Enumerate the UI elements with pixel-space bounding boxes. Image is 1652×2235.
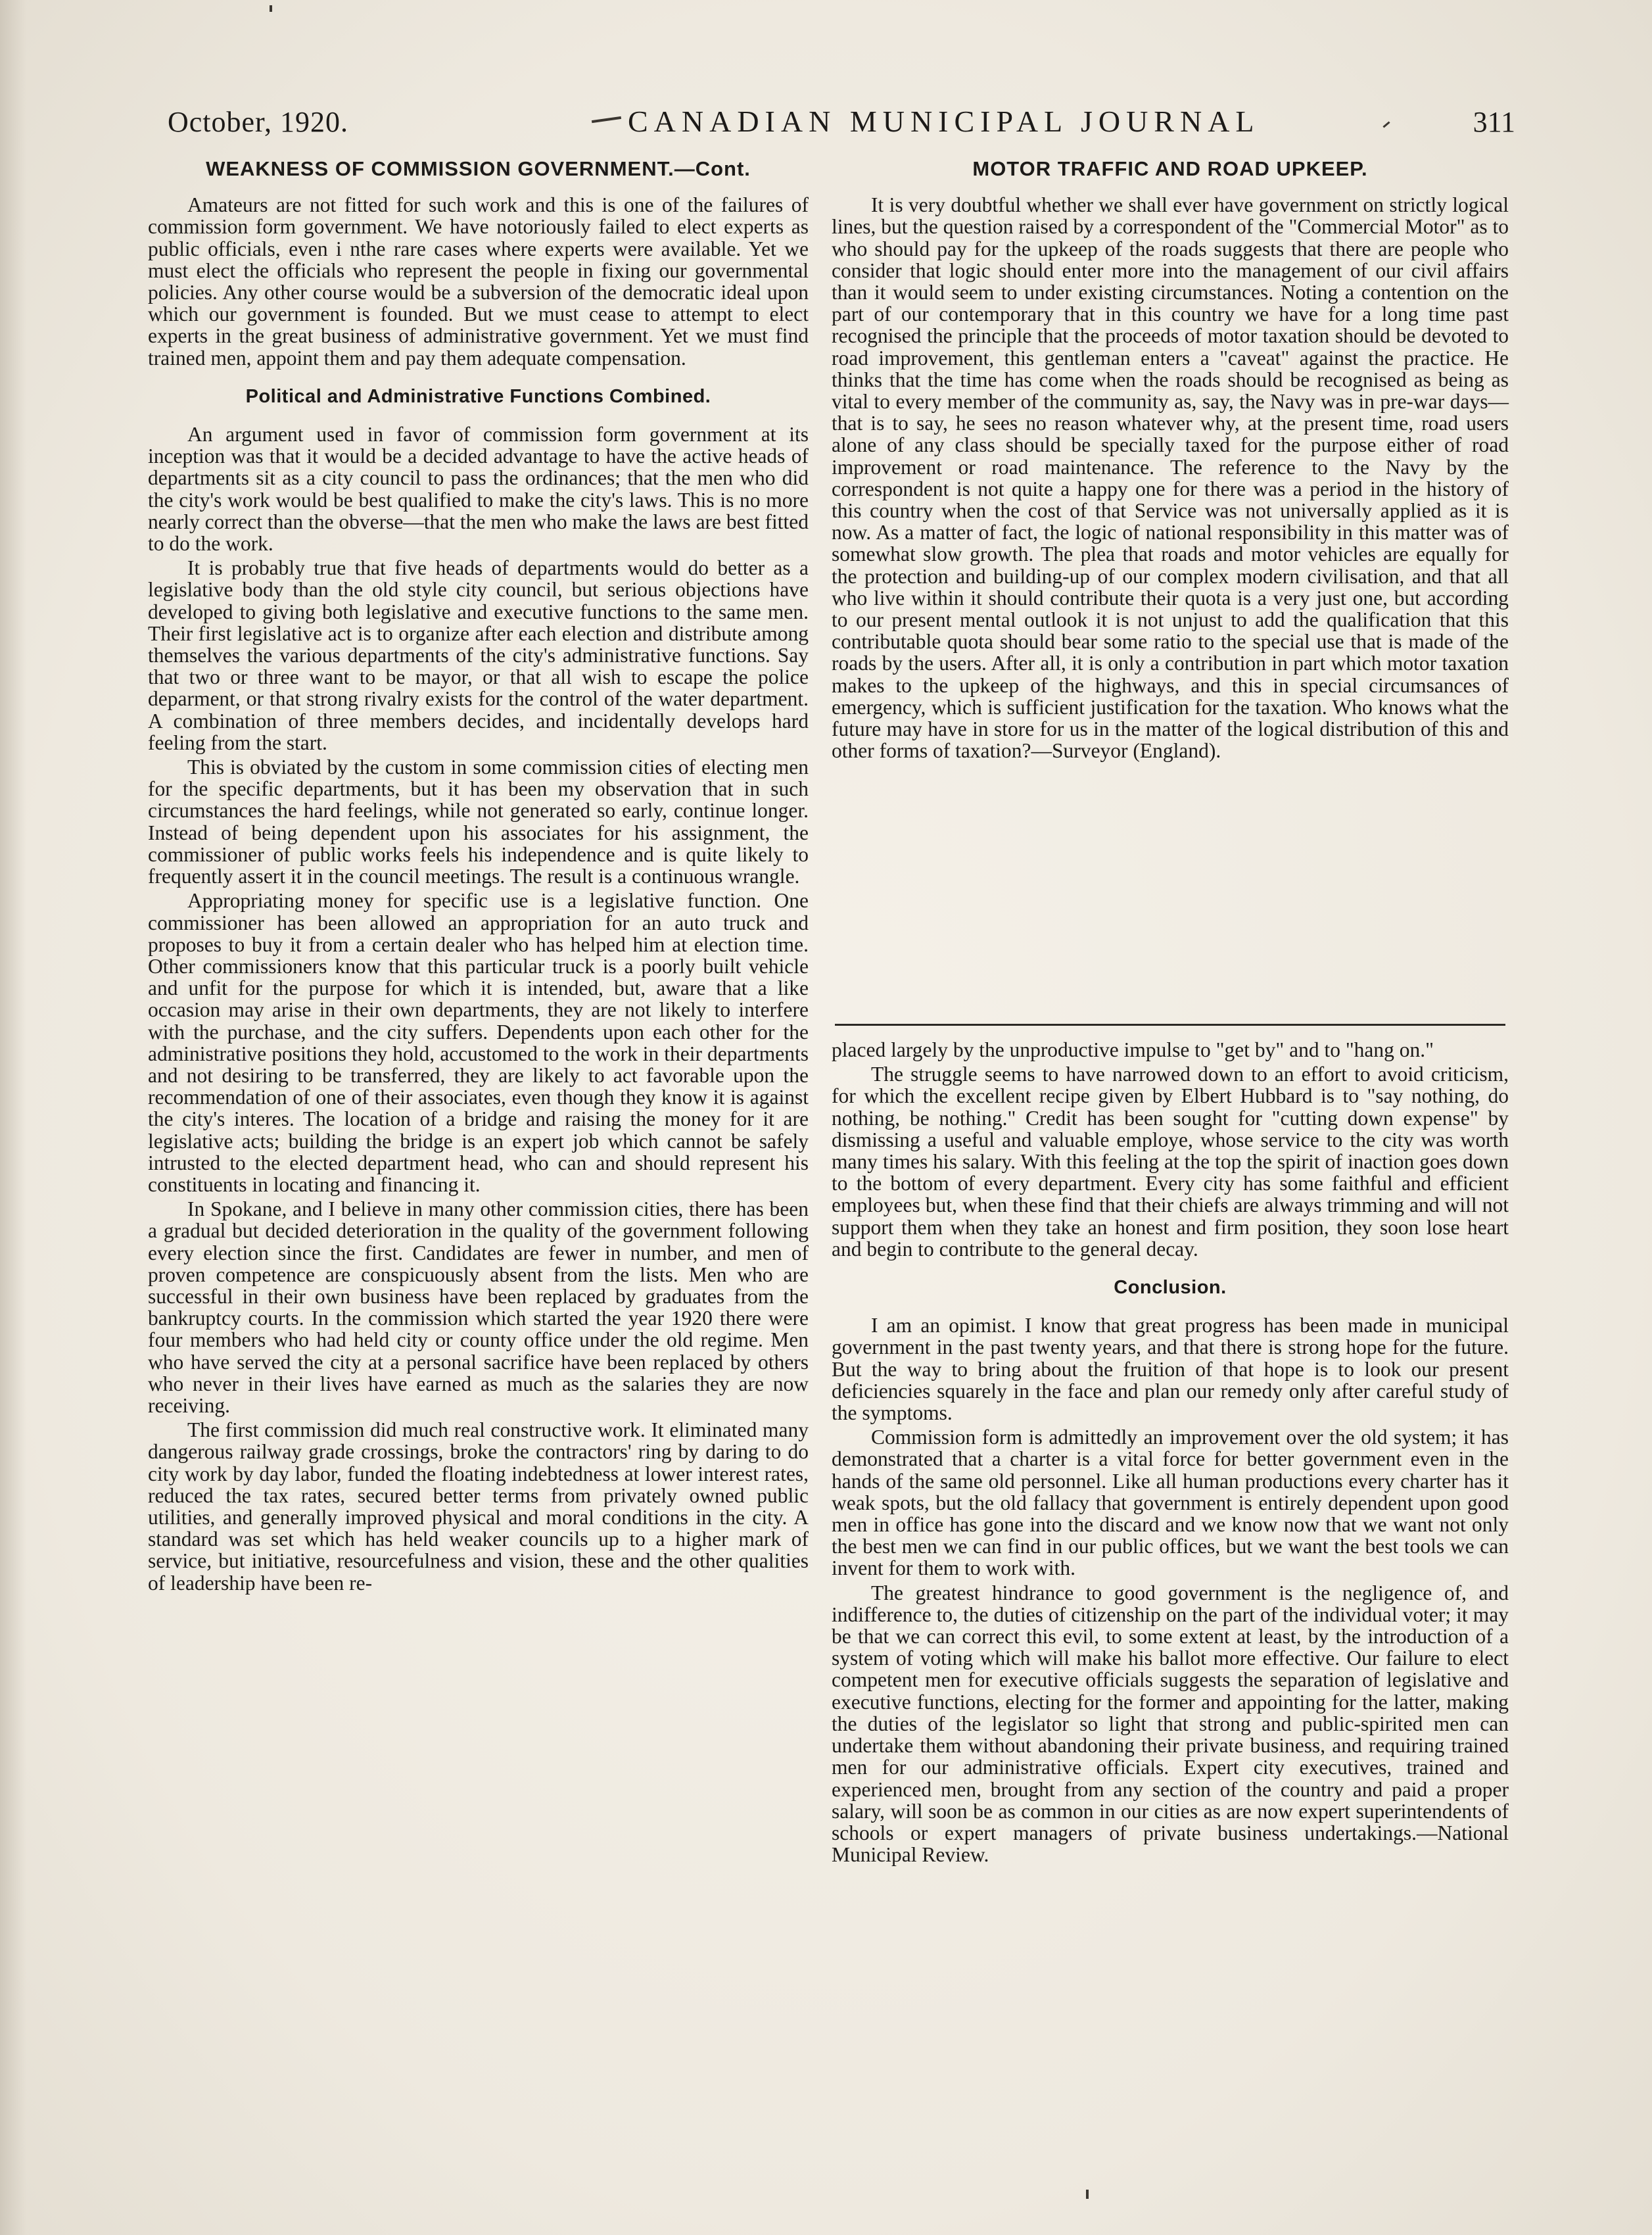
paragraph: Commission form is admittedly an improvement over the old system; it has demonstrated that a charter is a vital force for better government even in the hands of the same old personnel. Like all human productions every charter has it weak spots, but the old fallacy that government is entirely dependent upon good men in office has gone into the discard and we know now that we want not only the best men we can find in our public offices, but we want the best tools we can invent for them to work with. — [832, 1426, 1509, 1580]
section-subheading-conclusion: Conclusion. — [1114, 1277, 1227, 1299]
paragraph: I am an opimist. I know that great progress has been made in municipal government in the past twenty years, and that there is strong hope for the future. But the way to bring about the fruition of that hope is to look our present deficiencies squarely in the face and plan our remedy only after careful study of the symptoms. — [832, 1314, 1509, 1425]
section-subheading-political: Political and Administrative Functions Combined. — [245, 385, 711, 407]
paragraph: It is probably true that five heads of departments would do better as a legislative body than the old style city council, but serious objections have developed to giving both legislative and executive functions to the same men. Their first legislative act is to organize after each election and distribute among themselves the various departments of the city's administrative functions. Say that two or three want to be mayor, or that all wish to escape the police deparment, or that strong rivalry exists for the control of the water department. A combination of three members decides, and incidentally develops hard feeling from the start. — [148, 556, 809, 754]
paragraph: This is obviated by the custom in some commission cities of electing men for the specific departments, but it has been my observation that in such circumstances the hard feelings, while not generated so early, continue longer. Instead of being dependent upon his associates for his assignment, the commissioner of public works feels his independence and is quite likely to frequently assert it in the council meetings. The result is a continuous wrangle. — [148, 756, 809, 888]
paragraph: The struggle seems to have narrowed down to an effort to avoid criticism, for which the excellent recipe given by Elbert Hubbard is to "say nothing, do nothing, be nothing." Credit has been sought for "cutting down expense" by dismissing a useful and valuable employe, whose service to the city was worth many times his salary. With this feeling at the top the spirit of inaction goes down to the bottom of every department. Every city has some faithful and efficient employees but, when these find that their chiefs are always trimming and will not support them when they take an honest and firm position, they soon lose heart and begin to contribute to the general decay. — [832, 1063, 1509, 1261]
issue-date: October, 1920. — [168, 106, 348, 138]
paragraph: An argument used in favor of commission form government at its inception was that it would be a decided advantage to have the active heads of departments sit as a city council to pass the ordinances; that the men who did the city's work would be best qualified to make the city's laws. This is no more nearly correct than the obverse—that the men who make the laws are best fitted to do the work. — [148, 423, 809, 556]
left-column — [148, 158, 809, 1597]
print-mark — [270, 5, 272, 12]
paragraph: In Spokane, and I believe in many other commission cities, there has been a gradual but decided deterioration in the quality of the government following every election since the first. Candidates are fewer in number, and men of proven competence are conspicuously absent from the lists. Men who are successful in their own business have been replaced by graduates from the bankruptcy courts. In the commission which started the year 1920 there were four members who had held city or county office under the old regime. Men who have served the city at a personal sacrifice have been replaced by others who never in their lives have earned as much as the salaries they are now receiving. — [148, 1197, 809, 1417]
article-heading-motor-traffic: MOTOR TRAFFIC AND ROAD UPKEEP. — [972, 157, 1368, 180]
header-ornament — [592, 116, 621, 123]
right-column-top — [832, 158, 1509, 764]
paragraph: Amateurs are not fitted for such work and this is one of the failures of commission form government. We have notoriously failed to elect experts as public officials, even i nthe rare cases where experts were available. Yet we must elect the officials who represent the people in fixing our governmental policies. Any other course would be a subversion of the democratic ideal upon which our government is founded. But we must cease to attempt to elect experts in the great business of administrative government. Yet we must find trained men, appoint them and pay them adequate compensation. — [148, 193, 809, 370]
page-header — [168, 99, 1515, 151]
print-mark — [1086, 2190, 1089, 2199]
paragraph: placed largely by the unproductive impulse to "get by" and to "hang on." — [832, 1038, 1434, 1061]
right-column-continuation — [832, 1039, 1509, 1868]
article-divider — [835, 1024, 1505, 1026]
binding-shadow — [0, 0, 26, 2235]
paragraph: It is very doubtful whether we shall ever have government on strictly logical lines, but the question raised by a correspondent of the "Commercial Motor" as to who should pay for the upkeep of the roads suggests that there are people who consider that logic should enter more into the management of our civil affairs than it would seem to under existing circumstances. Noting a contention on the part of our contemporary that in this country we have for a long time past recognised the principle that the proceeds of motor taxation should be devoted to road improvement, this gentleman enters a "caveat" against the practice. He thinks that the time has come when the roads should be recognised as being as vital to every member of the community as, say, the Navy was in pre-war days—that is to say, he sees no reason whatever why, at the present time, road users alone of any class should be specially taxed for the purpose either of road improvement or road maintenance. The reference to the Navy by the correspondent is not quite a happy one for there was a period in the history of this country when the cost of that Service was not universally applied as it is now. As a matter of fact, the logic of national responsibility in this matter was of somewhat slow growth. The plea that roads and motor vehicles are equally for the protection and building-up of our complex modern civilisation, and that all who live within it should contribute their quota is a very just one, but according to our present mental outlook it is not unjust to add the qualification that this contributable quota should bear some ratio to the special use that is made of the roads by the users. After all, it is only a contribution in part which motor taxation makes to the upkeep of the highways, and this in special circumsances of emergency, which is sufficient justification for the taxation. Who knows what the future may have in store for us in the matter of the logical distribution of this and other forms of taxation?—Surveyor (England). — [832, 193, 1509, 763]
article-heading-commission: WEAKNESS OF COMMISSION GOVERNMENT.—Cont. — [206, 157, 751, 180]
paragraph: The greatest hindrance to good government is the negligence of, and indifference to, the duties of citizenship on the part of the individual voter; it may be that we can correct this evil, to some extent at least, by the introduction of a system of voting which will make his ballot more effective. Our failure to elect competent men for executive officials suggests the separation of legislative and executive functions, electing for the former and appointing for the latter, making the duties of the legislator so light that strong and public-spirited men can undertake them without abandoning their private business, and requiring trained men for our administrative officials. Expert city executives, trained and experienced men, brought from any section of the country and paid a proper salary, will soon be as common in our cities as are now expert superintendents of schools or expert managers of private business undertakings.—National Municipal Review. — [832, 1581, 1509, 1867]
page-number: 311 — [1473, 106, 1515, 138]
journal-title: CANADIAN MUNICIPAL JOURNAL — [628, 105, 1260, 138]
header-mark — [1382, 121, 1390, 128]
paragraph: The first commission did much real constructive work. It eliminated many dangerous railway grade crossings, broke the contractors' ring by daring to do city work by day labor, funded the floating indebtedness at lower interest rates, reduced the tax rates, secured better terms from privately owned public utilities, and generally improved physical and moral conditions in the city. A standard was set which has held weaker councils up to a higher mark of service, but initiative, resourcefulness and vision, these and the other qualities of leadership have been re- — [148, 1418, 809, 1595]
paragraph: Appropriating money for specific use is a legislative function. One commissioner has been allowed an appropriation for an auto truck and proposes to buy it from a certain dealer who has helped him at election time. Other commissioners know that this particular truck is a poorly built vehicle and unfit for the purpose for which it is intended, but, aware that a like occasion may arise in their own departments, they are not likely to interfere with the purchase, and the city suffers. Dependents upon each other for the administrative positions they hold, accustomed to the work in their departments and not desiring to be transferred, they are likely to act favorable upon the recommendation of one of their associates, even though they know it is against the city's interes. The location of a bridge and raising the money for it are legislative acts; building the bridge is an expert job which cannot be safely intrusted to the elected department head, who can and should represent his constituents in locating and financing it. — [148, 889, 809, 1196]
